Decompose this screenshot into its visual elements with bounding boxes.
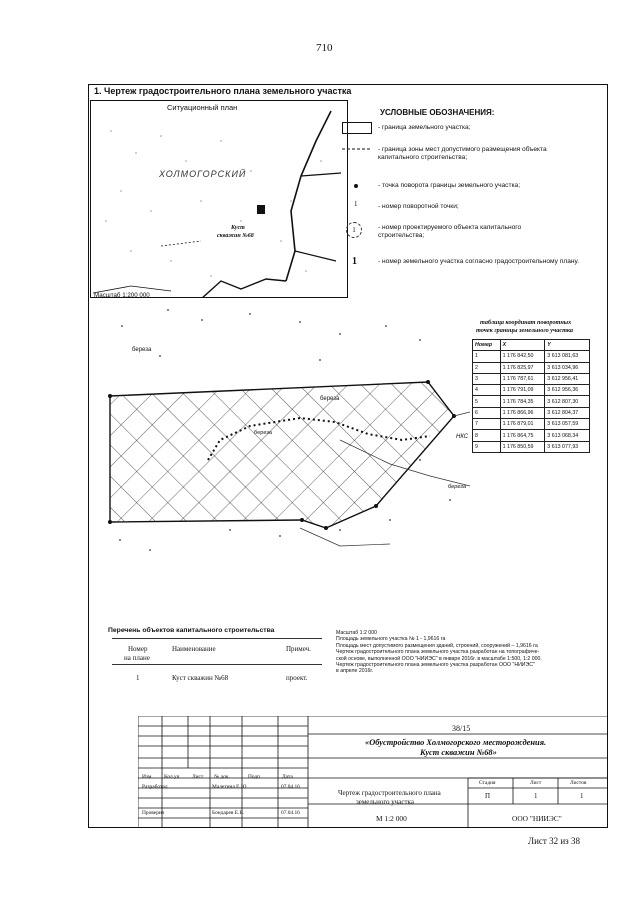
cell: 2 — [473, 362, 501, 373]
cell: 1 — [473, 351, 501, 362]
coord-table-caption-1: таблица координат поворотных — [480, 319, 572, 326]
well-label-2: скважин №68 — [217, 233, 254, 239]
stamp-col-sheet: Лист — [192, 774, 204, 780]
cell: 3 613 081,63 — [545, 351, 590, 362]
legend-item-zone-boundary: - граница зоны мест допустимого размещения объекта капитального строительства; — [378, 146, 547, 161]
cell: 1 176 787,61 — [500, 373, 545, 384]
objects-row-name: Куст скважин №68 — [172, 674, 229, 682]
cell: 3 613 068,34 — [545, 430, 590, 441]
legend-symbol-turn-point — [354, 184, 358, 188]
cell: 3 612 956,41 — [545, 373, 590, 384]
table-row — [473, 351, 590, 362]
coord-table-caption-2: точек границы земельного участка — [476, 327, 573, 334]
legend-symbol-plot-number: 1 — [352, 256, 357, 267]
legend-item-plot-boundary: - граница земельного участка; — [378, 124, 471, 131]
cell: 1 176 791,09 — [500, 385, 545, 396]
note-line: Чертеж градостроительного плана земельного участка разработан на топографиче- — [336, 649, 540, 656]
stamp-row1-name: Малетина Е.Ю. — [212, 784, 248, 790]
situation-plan — [90, 100, 348, 298]
stamp-sheet-title-2: земельного участка — [356, 798, 414, 806]
cell: 6 — [473, 407, 501, 418]
stamp-col-doc: № док. — [214, 774, 230, 780]
note-line: Площадь земельного участка № 1 - 1,9616 га — [336, 636, 446, 643]
cell: 3 — [473, 373, 501, 384]
objects-col-name: Наименование — [172, 645, 216, 653]
legend-item-object-number: - номер проектируемого объекта капитального строительства; — [378, 224, 522, 239]
objects-col-number: Номер — [128, 645, 148, 653]
place-name: ХОЛМОГОРСКИЙ — [159, 169, 247, 179]
map-label-birch-1: береза — [132, 347, 152, 353]
cell: 4 — [473, 385, 501, 396]
coord-header-y: Y — [545, 340, 590, 351]
cell: 1 176 842,50 — [500, 351, 545, 362]
table-row — [473, 385, 590, 396]
stamp-sheets-value: 1 — [580, 792, 584, 800]
map-label-hns: НКС — [456, 434, 469, 440]
stamp-col-change: Изм. — [142, 774, 153, 780]
plot-drawing — [90, 300, 470, 560]
objects-row-note: проект. — [286, 674, 308, 682]
stamp-project-1: «Обустройство Холмогорского месторождения. — [365, 738, 547, 747]
stamp-row1-date: 07.04.16 — [281, 784, 300, 790]
table-row — [473, 441, 590, 452]
objects-list-title: Перечень объектов капитального строительства — [108, 627, 275, 634]
stamp-company: ООО "НИИЭС" — [512, 814, 562, 823]
stamp-sheet-label: Лист — [530, 780, 542, 786]
map-label-birch-3: береза — [254, 430, 273, 436]
map-label-birch-2: береза — [320, 396, 340, 402]
cell: 1 176 866,96 — [500, 407, 545, 418]
stamp-code: 38/15 — [452, 724, 471, 733]
stamp-sheet-title-1: Чертеж градостроительного плана — [338, 789, 441, 797]
stamp-col-qty: Кол.уч — [164, 774, 180, 780]
legend-symbol-plot-boundary — [342, 122, 372, 134]
stamp-stage-value: П — [485, 792, 491, 800]
title-block-grid — [138, 716, 608, 828]
note-line: Чертеж градостроительного плана земельного участка разработан ООО "НИИЭС" — [336, 662, 535, 669]
situation-plan-scale: Масштаб 1:200 000 — [94, 292, 150, 299]
legend-heading: УСЛОВНЫЕ ОБОЗНАЧЕНИЯ: — [380, 108, 495, 117]
legend-object-number-text: 1 — [352, 226, 356, 234]
map-label-birch-4: береза — [448, 484, 467, 490]
cell: 3 612 956,36 — [545, 385, 590, 396]
stamp-stage-label: Стадия — [479, 780, 496, 786]
stamp-row1-role: Разработал — [142, 784, 168, 790]
table-row — [473, 396, 590, 407]
cell: 3 612 807,30 — [545, 396, 590, 407]
stamp-col-sign: Подп. — [248, 774, 262, 780]
note-line: Масштаб 1:2 000 — [336, 630, 377, 636]
table-row — [473, 430, 590, 441]
table-row — [473, 407, 590, 418]
stamp-scale: М 1:2 000 — [376, 814, 407, 823]
situation-plan-label: Ситуационный план — [167, 103, 238, 112]
well-site-marker — [257, 205, 265, 214]
coord-table — [472, 339, 590, 453]
cell: 3 613 057,59 — [545, 419, 590, 430]
objects-row-number: 1 — [136, 674, 140, 682]
cell: 3 613 077,93 — [545, 441, 590, 452]
legend-symbol-zone-boundary — [342, 146, 370, 152]
cell: 3 613 034,96 — [545, 362, 590, 373]
objects-col-number-2: на плане — [124, 654, 150, 662]
drawing-notes — [336, 630, 606, 675]
stamp-row2-role: Проверил — [142, 810, 165, 816]
note-line: Площадь мест допустимого размещения зданий, строений, сооружений – 1,9616 га — [336, 642, 538, 649]
cell: 1 176 825,97 — [500, 362, 545, 373]
coord-header-number: Номер — [473, 340, 501, 351]
note-line: ской основе, выполненной ООО "НИИЭС" в январе 2016г. в масштабе 1:500, 1:2 000. — [336, 655, 542, 662]
stamp-col-date: Дата — [282, 774, 293, 780]
stamp-project-2: Куст скважин №68» — [420, 748, 497, 757]
cell: 1 176 864,75 — [500, 430, 545, 441]
cell: 7 — [473, 419, 501, 430]
stamp-sheet-value: 1 — [534, 792, 538, 800]
legend-item-plot-number: - номер земельного участка согласно градостроительному плану. — [378, 258, 579, 265]
page-number: 710 — [316, 42, 333, 54]
situation-plan-map — [91, 101, 348, 298]
objects-list-rule — [112, 638, 322, 639]
table-row — [473, 419, 590, 430]
cell: 9 — [473, 441, 501, 452]
legend-symbol-object-number — [346, 222, 362, 238]
table-row — [473, 373, 590, 384]
cell: 5 — [473, 396, 501, 407]
cell: 1 176 784,35 — [500, 396, 545, 407]
well-label-1: Куст — [231, 225, 245, 231]
cell: 3 612 804,37 — [545, 407, 590, 418]
legend-item-point-number: - номер поворотной точки; — [378, 203, 459, 210]
coord-header-x: X — [500, 340, 545, 351]
cell: 1 176 850,59 — [500, 441, 545, 452]
table-row — [473, 362, 590, 373]
stamp-row2-date: 07.04.16 — [281, 810, 300, 816]
cell: 8 — [473, 430, 501, 441]
note-line: в апреле 2016г. — [336, 668, 374, 675]
plot-boundary — [110, 382, 454, 528]
page-footer: Лист 32 из 38 — [528, 836, 580, 846]
objects-header-rule — [112, 664, 322, 665]
legend-symbol-point-number: 1 — [354, 200, 358, 208]
legend-item-turn-point: - точка поворота границы земельного участка; — [378, 182, 521, 189]
drawing-title: 1. Чертеж градостроительного плана земельного участка — [94, 86, 352, 96]
objects-col-note: Примеч. — [286, 645, 311, 653]
stamp-row2-name: Бондарев Е.В. — [212, 810, 245, 816]
cell: 1 176 879,01 — [500, 419, 545, 430]
stamp-sheets-label: Листов — [570, 780, 587, 786]
